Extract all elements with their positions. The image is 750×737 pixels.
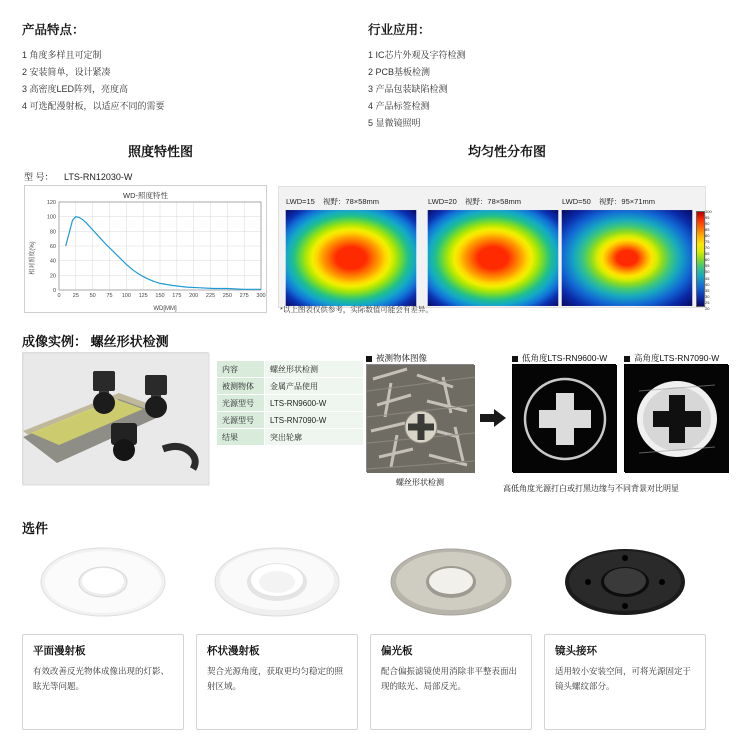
object-image-caption: 螺丝形状检测 [396,478,444,487]
svg-text:300: 300 [256,293,266,299]
svg-text:80: 80 [49,229,56,236]
uniformity-fov-2: 视野：95×71mm [598,197,655,206]
colorbar-tick: 30 [705,293,710,299]
svg-text:100: 100 [46,214,56,221]
uniformity-lwd-2: LWD=50 [562,197,591,206]
option-image [22,536,184,628]
imaging-example-title: 成像实例： 螺丝形状检测 [22,334,169,349]
table-row [217,412,364,429]
option-desc: 有效改善反光物体成像出现的灯影、眩光等问题。 [33,666,170,691]
svg-text:250: 250 [222,293,232,299]
option-desc: 契合光源角度，获取更均匀稳定的照射区域。 [207,666,344,691]
option-card [370,634,532,730]
heatmap-image-1 [428,210,558,306]
model-value: LTS-RN12030-W [64,172,133,182]
applications-section [368,20,698,132]
svg-text:0: 0 [52,288,56,294]
svg-text:75: 75 [106,293,113,299]
object-image [366,364,474,472]
svg-text:225: 225 [205,293,216,299]
setup-photo [22,352,208,484]
svg-text:20: 20 [49,273,56,280]
option-name: 偏光板 [381,645,413,657]
colorbar-tick: 95 [705,215,710,221]
list-item: 3 产品包装缺陷检测 [368,84,448,94]
uniformity-section-title: 均匀性分布图 [468,144,547,159]
features-list [22,47,322,115]
svg-text:200: 200 [189,293,199,299]
option-card [544,634,706,730]
cup-diffuser-icon [196,536,358,628]
high-angle-image [624,364,728,472]
low-angle-image [512,364,616,472]
option-name: 平面漫射板 [33,645,86,657]
spec-value: LTS-RN7090-W [265,412,364,429]
square-bullet-icon [624,356,630,362]
heatmap-colorbar-labels [705,209,717,309]
svg-text:275: 275 [239,293,249,299]
spec-key: 光源型号 [217,395,265,412]
svg-text:150: 150 [155,293,165,299]
spec-value: 突出轮廓 [265,429,364,446]
colorbar-tick: 65 [705,251,710,257]
colorbar-tick: 100 [705,209,712,214]
applications-title: 行业应用： [368,23,431,37]
uniformity-note: *以上图表仅供参考，实际数值可能会有差异。 [280,305,433,314]
low-angle-image-svg [513,365,617,473]
svg-text:120: 120 [46,200,56,206]
chart-svg [25,186,268,314]
option-desc: 配合偏振滤镜使用消除非平整表面出现的眩光、局部反光。 [381,666,518,691]
option-item [544,536,706,730]
colorbar-tick: 70 [705,245,710,251]
lens-ring-icon [544,536,706,628]
list-item: 4 可选配漫射板，以适应不同的需要 [22,101,165,111]
low-angle-head [512,352,607,364]
model-label: 型 号： [24,172,54,182]
colorbar-tick: 55 [705,263,710,269]
colorbar-tick: 75 [705,239,710,245]
list-item: 3 高密度LED阵列，亮度高 [22,84,129,94]
uniformity-panel-1 [428,196,558,306]
object-image-head-label: 被测物体图像 [376,353,428,363]
uniformity-fov-1: 视野：78×58mm [464,197,521,206]
table-row [217,378,364,395]
colorbar-tick: 45 [705,275,710,281]
uniformity-head-0 [286,196,416,207]
option-image [544,536,706,628]
colorbar-tick: 80 [705,233,710,239]
list-item: 2 安装简单，设计紧凑 [22,67,111,77]
features-title: 产品特点： [22,23,85,37]
illumination-section-title: 照度特性图 [128,144,194,159]
svg-text:WD[MM]: WD[MM] [153,306,177,312]
option-image [370,536,532,628]
list-item: 1 角度多样且可定制 [22,50,102,60]
svg-text:60: 60 [49,244,56,250]
option-name: 镜头接环 [555,645,597,657]
spec-value: LTS-RN9600-W [265,395,364,412]
polarizer-icon [370,536,532,628]
uniformity-lwd-0: LWD=15 [286,197,315,206]
option-desc: 适用较小安装空间，可将光源固定于镜头螺纹部分。 [555,666,692,691]
option-item [196,536,358,730]
svg-text:125: 125 [138,293,148,299]
arrow-right-icon [480,408,506,428]
svg-text:0: 0 [57,293,61,299]
svg-text:175: 175 [172,293,182,299]
flat-diffuser-icon [22,536,184,628]
spec-key: 光源型号 [217,412,265,429]
list-item: 5 显微镜照明 [368,118,421,128]
chart-caption: WD-照度特性 [123,191,168,200]
spec-key: 内容 [217,361,265,378]
square-bullet-icon [366,356,372,362]
list-item: 1 IC芯片外观及字符检测 [368,50,466,60]
list-item: 4 产品标签检测 [368,101,430,111]
object-image-svg [367,365,475,473]
uniformity-panel-2 [562,196,712,311]
heatmap-image-0 [286,210,416,306]
option-card [22,634,184,730]
low-angle-head-label: 低角度LTS-RN9600-W [522,353,608,363]
spec-value: 金属产品使用 [265,378,364,395]
heatmap-colorbar [696,211,705,307]
heatmap-image-2 [562,209,712,311]
uniformity-lwd-1: LWD=20 [428,197,457,206]
svg-text:25: 25 [72,293,79,299]
colorbar-tick: 25 [705,299,710,305]
colorbar-tick: 50 [705,269,710,275]
option-card [196,634,358,730]
table-row [217,395,364,412]
spec-key: 被测物体 [217,378,265,395]
uniformity-head-1 [428,196,558,207]
square-bullet-icon [512,356,518,362]
object-image-head [366,352,427,364]
option-item [370,536,532,730]
uniformity-fov-0: 视野：78×58mm [322,197,379,206]
uniformity-head-2 [562,196,692,207]
spec-value: 螺丝形状检测 [265,361,364,378]
option-name: 杯状漫射板 [207,645,260,657]
colorbar-tick: 20 [705,305,710,311]
svg-text:50: 50 [89,293,96,299]
svg-text:相对照度(%): 相对照度(%) [30,241,36,275]
svg-text:100: 100 [121,293,131,299]
colorbar-tick: 90 [705,221,710,227]
option-image [196,536,358,628]
uniformity-panel-0 [286,196,416,306]
high-angle-head [624,352,719,364]
spec-key: 结果 [217,429,265,446]
svg-text:40: 40 [49,258,56,265]
option-item [22,536,184,730]
illumination-chart [24,185,267,313]
colorbar-tick: 40 [705,281,710,287]
table-row [217,361,364,378]
setup-photo-svg [23,353,209,485]
compare-note: 高低角度光源打白或打黑边缘与不同背景对比明显 [503,484,679,493]
colorbar-tick: 35 [705,287,710,293]
features-section [22,20,322,115]
table-row [217,429,364,446]
list-item: 2 PCB基板检测 [368,67,431,77]
high-angle-image-svg [625,365,729,473]
model-row [24,170,132,183]
colorbar-tick: 60 [705,257,710,263]
colorbar-tick: 85 [705,227,710,233]
applications-list [368,47,698,132]
options-title: 选件 [22,521,49,536]
spec-table [216,360,364,446]
high-angle-head-label: 高角度LTS-RN7090-W [634,353,720,363]
